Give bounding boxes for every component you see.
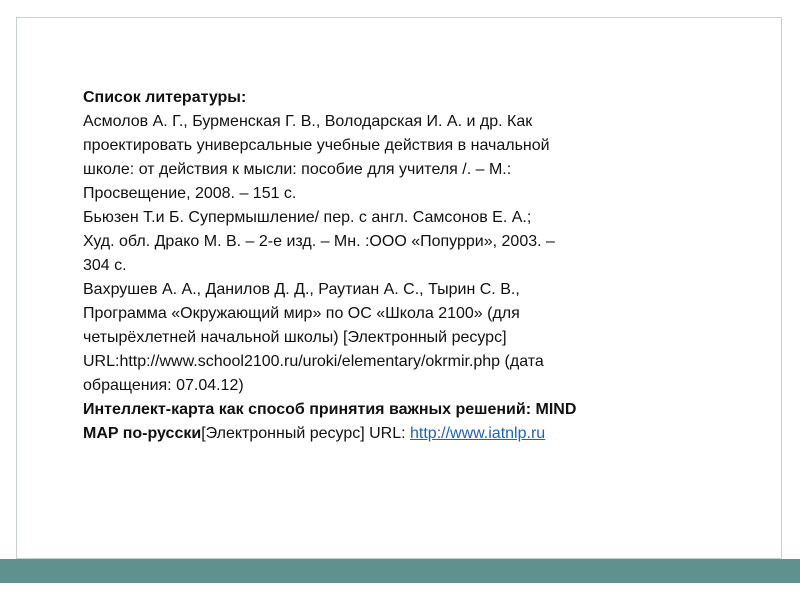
bibliography-resource-text: [Электронный ресурс] URL: <box>201 425 410 442</box>
bibliography-line: URL:http://www.school2100.ru/uroki/elementary/okrmir.php (дата <box>83 353 544 370</box>
bibliography-line-bold: Интеллект-карта как способ принятия важных решений: MIND <box>83 401 577 418</box>
iatnlp-link[interactable]: http://www.iatnlp.ru <box>410 425 546 442</box>
bibliography-line: школе: от действия к мысли: пособие для учителя /. – М.: <box>83 161 512 178</box>
bibliography-line: проектировать универсальные учебные действия в начальной <box>83 137 550 154</box>
bibliography-last-line <box>83 422 723 446</box>
bibliography-line: Программа «Окружающий мир» по ОС «Школа 2100» (для <box>83 305 520 322</box>
bibliography-line: четырёхлетней начальной школы) [Электронный ресурс] <box>83 329 507 346</box>
bibliography <box>83 86 723 446</box>
bibliography-line: Вахрушев А. А., Данилов Д. Д., Раутиан А. С., Тырин С. В., <box>83 281 520 298</box>
bibliography-bold-title: MAP по-русски <box>83 425 202 442</box>
bibliography-line: обращения: 07.04.12) <box>83 377 244 394</box>
bibliography-line: 304 с. <box>83 257 127 274</box>
bibliography-line: Бьюзен Т.и Б. Супермышление/ пер. с англ. Самсонов Е. А.; <box>83 209 532 226</box>
bottom-band <box>0 559 800 583</box>
bibliography-heading: Список литературы: <box>83 89 247 106</box>
bibliography-line: Худ. обл. Драко М. В. – 2-е изд. – Мн. :ООО «Попурри», 2003. – <box>83 233 555 250</box>
bibliography-line: Асмолов А. Г., Бурменская Г. В., Володарская И. А. и др. Как <box>83 113 533 130</box>
bibliography-line: Просвещение, 2008. – 151 с. <box>83 185 297 202</box>
